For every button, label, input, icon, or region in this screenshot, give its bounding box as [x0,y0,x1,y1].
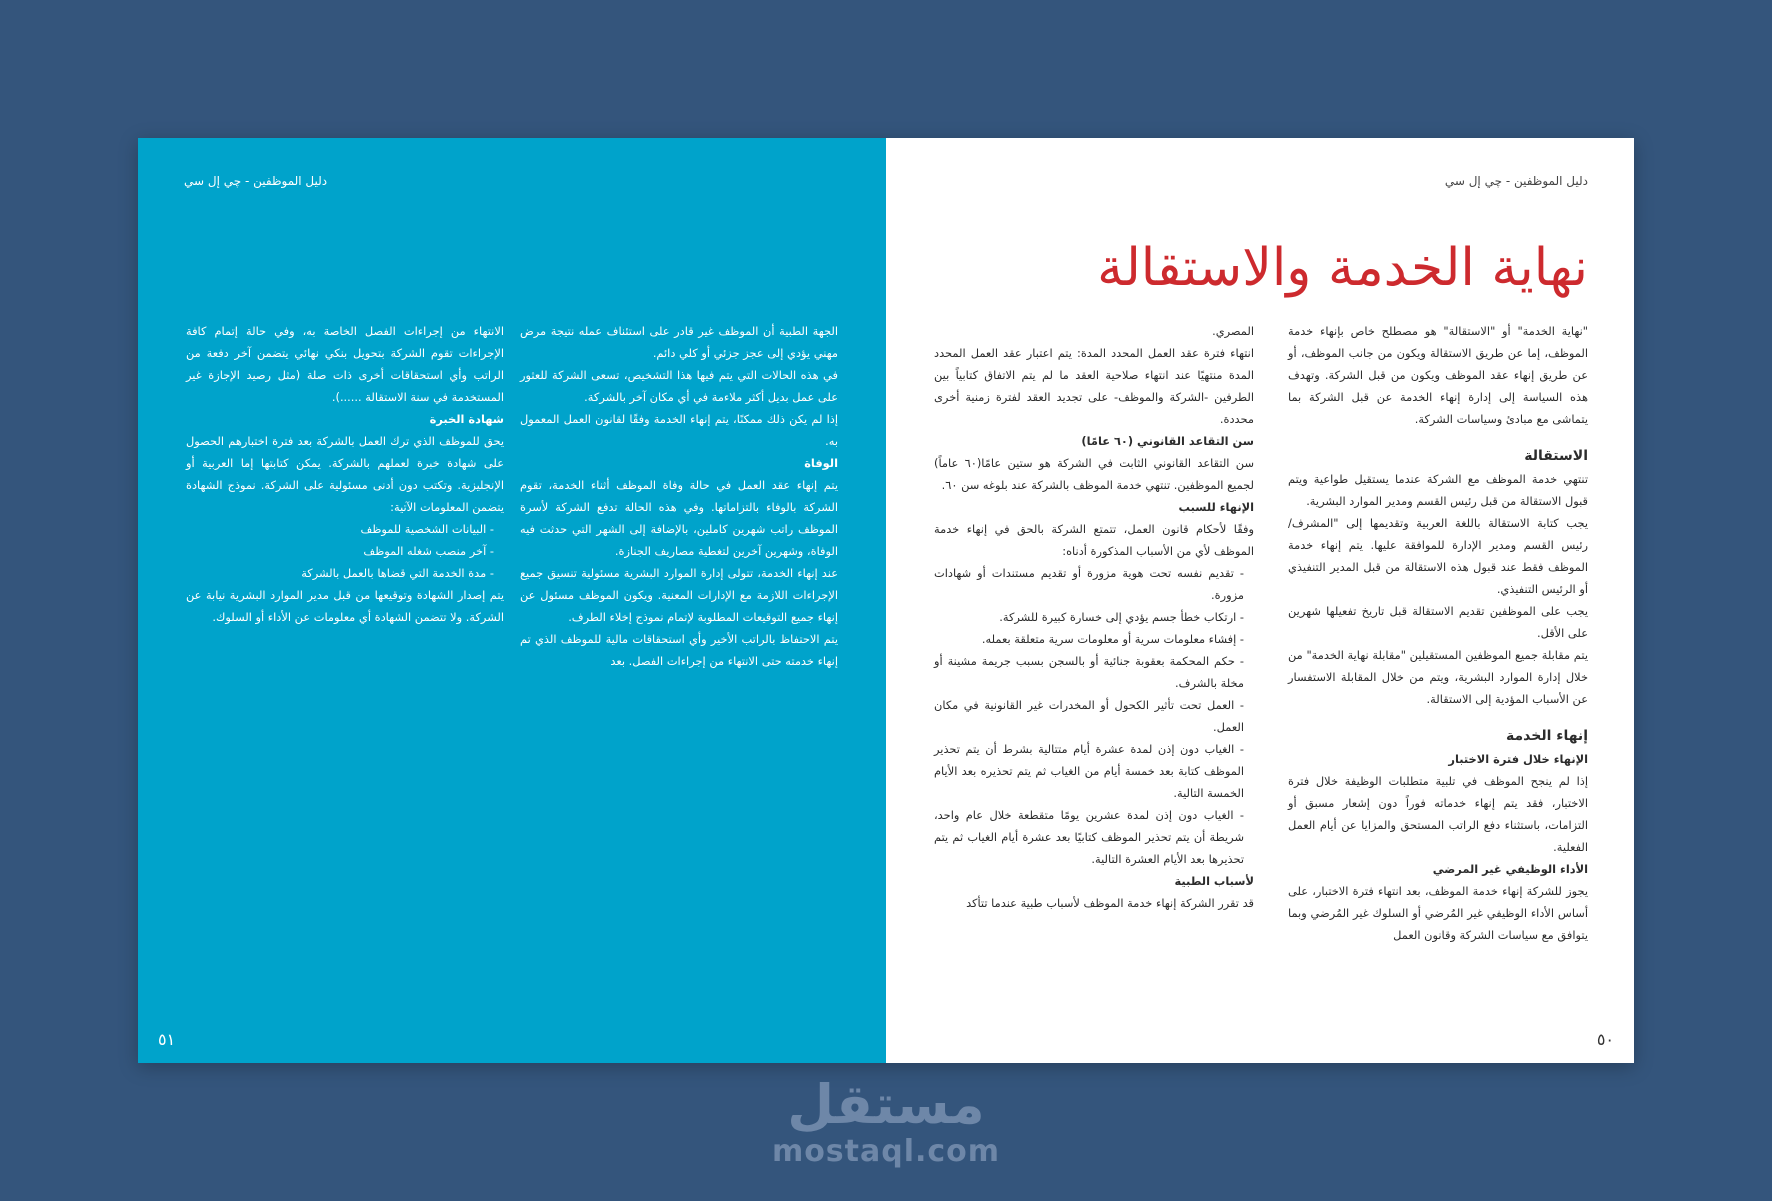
subsection-heading: الإنهاء للسبب [1178,500,1254,514]
section-heading: الاستقالة [1524,448,1588,464]
list-item: - آخر منصب شغله الموظف [363,544,494,558]
subsection-heading: الوفاة [804,456,838,470]
paragraph: يتم مقابلة جميع الموظفين المستقيلين "مقابلة نهاية الخدمة" من خلال إدارة الموارد البشرية، ويتم من خلال المقابلة الاستفسار عن الأسباب المؤدية إلى الاستقالة. [1288,648,1588,706]
running-header-right: دليل الموظفين - چي إل سي [1444,174,1588,188]
paragraph: وفقًا لأحكام قانون العمل، تتمتع الشركة بالحق في إنهاء خدمة الموظف لأي من الأسباب المذكورة أدناه: [934,522,1254,558]
list-item: - ارتكاب خطأ جسم يؤدي إلى خسارة كبيرة للشركة. [999,610,1244,624]
right-page [886,138,1634,1063]
paragraph: المصري. [1212,324,1254,338]
list-item: - مدة الخدمة التي قضاها بالعمل بالشركة [301,566,494,580]
paragraph: يجوز للشركة إنهاء خدمة الموظف، بعد انتهاء فترة الاختبار، على أساس الأداء الوظيفي غير المُرضي أو السلوك غير المُرضي وبما يتوافق مع سياسات الشركة وقانون العمل [1288,884,1588,942]
paragraph: يجب على الموظفين تقديم الاستقالة قبل تاريخ تفعيلها شهرين على الأقل. [1288,604,1588,640]
left-page-column-1 [520,320,838,672]
booklet-spread [138,138,1634,1063]
paragraph: سن التقاعد القانوني الثابت في الشركة هو ستين عامًا(٦٠ عاماً) لجميع الموظفين. تنتهي خدمة الموظف بالشركة عند بلوغه سن ٦٠. [934,456,1255,492]
paragraph: إذا لم يكن ذلك ممكنًا، يتم إنهاء الخدمة وفقًا لقانون العمل المعمول به. [520,412,838,448]
page-number-left: ٥١ [158,1030,176,1049]
list-item: - إفشاء معلومات سرية أو معلومات سرية متعلقة بعمله. [981,632,1244,646]
list-item: - العمل تحت تأثير الكحول أو المخدرات غير القانونية في مكان العمل. [934,698,1244,734]
paragraph: انتهاء فترة عقد العمل المحدد المدة: يتم اعتبار عقد العمل المحدد المدة منتهيًا عند انتهاء صلاحية العقد ما لم يتم الاتفاق كتابياً بين الطرفين -الشركة والموظف- على تجديد العقد لفترة زمنية أخرى محددة. [934,346,1254,426]
list-item: - تقديم نفسه تحت هوية مزورة أو تقديم مستندات أو شهادات مزورة. [934,566,1244,602]
paragraph: تنتهي خدمة الموظف مع الشركة عندما يستقيل طواعية ويتم قبول الاستقالة من قبل رئيس القسم ومدير الموارد البشرية. [1288,472,1588,508]
watermark-latin: mostaql.com [771,1134,1001,1169]
paragraph: يحق للموظف الذي ترك العمل بالشركة بعد فترة اختبارهم الحصول على شهادة خبرة لعملهم بالشركة. يمكن كتابتها إما العربية أو الإنجليزية. وتكتب دون أدنى مسئولية على الشركة. نموذج الشهادة يتضمن المعلومات الآتية: [186,434,504,514]
section-heading: إنهاء الخدمة [1506,728,1588,744]
paragraph: يتم إنهاء عقد العمل في حالة وفاة الموظف أثناء الخدمة، تقوم الشركة بالوفاء بالتزاماتها. وفي هذه الحالة تدفع الشركة لأسرة الموظف راتب شهرين كاملين، بالإضافة إلى الشهر التي حدثت فيه الوفاة، وشهرين آخرين لتغطية مصاريف الجنازة. [520,478,838,558]
paragraph: عند إنهاء الخدمة، تتولى إدارة الموارد البشرية مسئولية تنسيق جميع الإجراءات اللازمة مع الإدارات المعنية. ويكون الموظف مسئول عن إنهاء جميع التوقيعات المطلوبة لإتمام نموذج إخلاء الطرف. [520,566,838,624]
list-item: - الغياب دون إذن لمدة عشرين يومًا متقطعة خلال عام واحد، شريطة أن يتم تحذير الموظف كتابيًا بعد عشرة أيام الغياب ثم يتم تحذيرها بعد الأيام العشرة التالية. [934,808,1244,866]
paragraph: "نهاية الخدمة" أو "الاستقالة" هو مصطلح خاص بإنهاء خدمة الموظف، إما عن طريق الاستقالة ويكون من جانب الموظف، أو عن طريق إنهاء عقد الموظف ويكون من قبل الشركة. وتهدف هذه السياسة إلى إدارة إنهاء الخدمة عن قبل الشركة بما يتماشى مع مبادئ وسياسات الشركة. [1288,324,1588,426]
left-page [138,138,886,1063]
paragraph: في هذه الحالات التي يتم فيها هذا التشخيص، تسعى الشركة للعثور على عمل بديل أكثر ملاءمة في أي مكان آخر بالشركة. [520,368,838,404]
paragraph: الانتهاء من إجراءات الفصل الخاصة به، وفي حالة إتمام كافة الإجراءات تقوم الشركة بتحويل بنكي نهائي يتضمن آخر دفعة من الراتب وأي استحقاقات أخرى ذات صلة (مثل رصيد الإجازة غير المستخدمة في سنة الاستقالة ......). [186,324,504,404]
right-page-column-2 [934,320,1254,914]
subsection-heading: الإنهاء خلال فترة الاختبار [1448,752,1588,766]
list-item: - البيانات الشخصية للموظف [360,522,494,536]
list-item: - حكم المحكمة بعقوبة جنائية أو بالسجن بسبب جريمة مشينة أو مخلة بالشرف. [934,654,1244,690]
subsection-heading: سن التقاعد القانوني (٦٠ عامًا) [1081,434,1254,448]
right-page-column-1 [1288,320,1588,946]
list-item: - الغياب دون إذن لمدة عشرة أيام متتالية بشرط أن يتم تحذير الموظف كتابة بعد خمسة أيام من الغياب ثم يتم تحذيره بعد الأيام الخمسة التالية. [934,742,1244,800]
running-header-left: دليل الموظفين - چي إل سي [184,174,328,188]
paragraph: الجهة الطبية أن الموظف غير قادر على استئناف عمله نتيجة مرض مهني يؤدي إلى عجز جزئي أو كلي دائم. [520,324,838,360]
subsection-heading: لأسباب الطبية [1174,874,1254,888]
page-number-right: ٥٠ [1596,1030,1614,1049]
paragraph: يجب كتابة الاستقالة باللغة العربية وتقديمها إلى "المشرف/ رئيس القسم ومدير الإدارة للموافقة عليها. يتم إنهاء خدمة الموظف فقط عند قبول هذه الاستقالة من قبل المدير التنفيذي أو الرئيس التنفيذي. [1288,516,1588,596]
paragraph: إذا لم ينجح الموظف في تلبية متطلبات الوظيفة خلال فترة الاختبار، فقد يتم إنهاء خدماته فوراً دون إشعار مسبق أو التزامات، باستثناء دفع الراتب المستحق والمزايا عن أيام العمل الفعلية. [1288,774,1588,854]
chapter-title: نهاية الخدمة والاستقالة [1097,238,1588,298]
paragraph: يتم إصدار الشهادة وتوقيعها من قبل مدير الموارد البشرية نيابة عن الشركة. ولا تتضمن الشهادة أي معلومات عن الأداء أو السلوك. [186,588,504,624]
left-page-column-2 [186,320,504,628]
subsection-heading: الأداء الوظيفي غير المرضي [1432,862,1588,876]
paragraph: يتم الاحتفاظ بالراتب الأخير وأي استحقاقات مالية للموظف الذي تم إنهاء خدمته حتى الانتهاء من إجراءات الفصل. بعد [520,632,838,668]
subsection-heading: شهادة الخبرة [429,412,504,426]
paragraph: قد تقرر الشركة إنهاء خدمة الموظف لأسباب طبية عندما تتأكد [966,896,1254,910]
watermark-logo [0,1075,1772,1169]
watermark-arabic: مستقل [787,1073,985,1136]
